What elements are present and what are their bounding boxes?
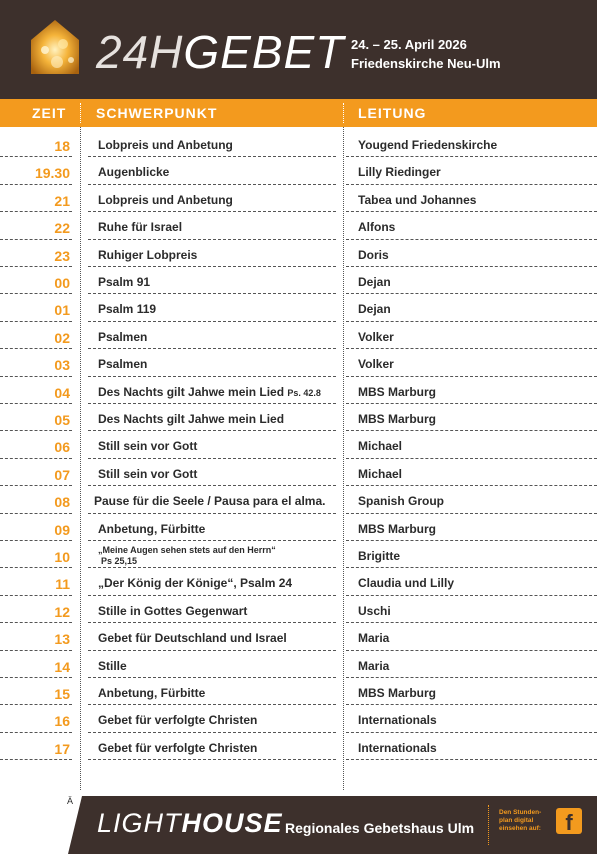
footer-note: Den Stunden- plan digital einsehen auf: xyxy=(499,809,542,832)
row-lead: Maria xyxy=(358,658,390,673)
column-zeit: ZEIT xyxy=(32,105,67,121)
column-leitung: LEITUNG xyxy=(358,105,427,121)
row-time: 02 xyxy=(54,329,70,346)
event-info xyxy=(351,35,501,73)
row-lead: Doris xyxy=(358,247,389,262)
row-lead: Lilly Riedinger xyxy=(358,165,441,180)
table-row xyxy=(0,404,597,431)
row-lead: Dejan xyxy=(358,275,391,289)
table-row xyxy=(0,130,597,157)
row-time: 10 xyxy=(54,549,70,565)
row-topic: Psalm 119 xyxy=(98,302,157,317)
row-lead: MBS Marburg xyxy=(358,412,436,426)
column-schwerpunkt: SCHWERPUNKT xyxy=(96,105,218,121)
row-lead: Claudia und Lilly xyxy=(358,576,455,591)
table-row xyxy=(0,678,597,705)
column-header-bar xyxy=(0,99,597,127)
row-lead: Dejan xyxy=(358,302,391,317)
row-time: 19.30 xyxy=(34,165,70,182)
table-row xyxy=(0,733,597,760)
table-row xyxy=(0,623,597,650)
table-row xyxy=(0,377,597,404)
lighthouse-logo: LIGHTHOUSE xyxy=(97,808,283,838)
row-topic: Lobpreis und Anbetung xyxy=(98,138,233,152)
row-time: 05 xyxy=(54,412,70,428)
row-time: 03 xyxy=(54,357,70,374)
row-divider xyxy=(0,759,72,760)
row-time: 15 xyxy=(54,686,70,702)
row-lead: Tabea und Johannes xyxy=(358,192,477,207)
table-row xyxy=(0,267,597,294)
table-row xyxy=(0,349,597,376)
row-topic: Gebet für verfolgte Christen xyxy=(98,713,258,728)
row-time: 06 xyxy=(54,439,70,456)
row-time: 14 xyxy=(54,658,70,675)
row-lead: Michael xyxy=(358,466,403,481)
footer-divider xyxy=(488,805,489,845)
row-time: 13 xyxy=(54,631,70,648)
table-row xyxy=(0,212,597,239)
row-time: 23 xyxy=(54,247,70,264)
row-lead: Brigitte xyxy=(358,549,400,563)
row-time: 22 xyxy=(54,220,70,237)
row-topic: Augenblicke xyxy=(98,165,170,180)
row-topic: Gebet für verfolgte Christen xyxy=(98,740,258,755)
table-row xyxy=(0,651,597,678)
row-topic: „Meine Augen sehen stets auf den Herrn“ xyxy=(98,545,276,555)
row-topic: Still sein vor Gott xyxy=(98,466,198,481)
table-row xyxy=(0,514,597,541)
row-time: 00 xyxy=(54,275,70,291)
house-logo-icon xyxy=(31,20,79,74)
event-date: 24. – 25. April 2026 xyxy=(351,37,467,52)
row-topic: „Der König der Könige“, Psalm 24 xyxy=(98,576,293,591)
row-topic: Lobpreis und Anbetung xyxy=(98,192,233,207)
row-time: 07 xyxy=(54,466,70,483)
table-row xyxy=(0,486,597,513)
column-separator xyxy=(80,103,81,123)
column-separator xyxy=(343,103,344,123)
row-time: 21 xyxy=(54,192,70,209)
footer-subtitle: Regionales Gebetshaus Ulm xyxy=(285,820,475,836)
row-time: 18 xyxy=(54,138,70,154)
table-row xyxy=(0,294,597,321)
row-topic: Gebet für Deutschland und Israel xyxy=(98,631,287,646)
row-topic: Psalmen xyxy=(98,329,148,344)
table-row xyxy=(0,705,597,732)
table-row xyxy=(0,185,597,212)
row-time: 12 xyxy=(54,603,70,620)
row-lead: Internationals xyxy=(358,740,437,755)
row-lead: Volker xyxy=(358,357,394,372)
row-topic: Stille in Gottes Gegenwart xyxy=(98,603,248,618)
row-lead: Volker xyxy=(358,329,394,344)
row-lead: Internationals xyxy=(358,713,437,728)
row-topic: Psalm 91 xyxy=(98,275,151,289)
row-lead: Yougend Friedenskirche xyxy=(358,138,498,152)
row-topic: Ruhiger Lobpreis xyxy=(98,247,198,262)
footer-mark: Ä xyxy=(67,796,74,806)
table-row xyxy=(0,157,597,184)
row-lead: MBS Marburg xyxy=(358,686,436,700)
row-lead: Michael xyxy=(358,439,403,454)
row-topic: Pause für die Seele / Pausa para el alma. xyxy=(94,494,326,509)
facebook-icon[interactable]: f xyxy=(556,808,582,834)
row-lead: MBS Marburg xyxy=(358,521,436,536)
row-topic: Stille xyxy=(98,658,127,673)
row-time: 16 xyxy=(54,713,70,730)
row-topic: Psalmen xyxy=(98,357,148,372)
row-topic: Des Nachts gilt Jahwe mein Lied xyxy=(98,412,285,426)
row-time: 08 xyxy=(54,494,70,511)
table-row xyxy=(0,541,597,568)
row-divider xyxy=(88,759,336,760)
row-lead: Maria xyxy=(358,631,390,646)
table-row xyxy=(0,431,597,458)
event-venue: Friedenskirche Neu-Ulm xyxy=(351,56,501,71)
row-divider xyxy=(346,759,597,760)
row-time: 11 xyxy=(55,576,70,593)
row-topic: Anbetung, Fürbitte xyxy=(98,521,206,536)
row-time: 09 xyxy=(54,521,70,538)
row-time: 04 xyxy=(54,384,70,401)
row-topic-ref: Ps 25,15 xyxy=(101,556,138,566)
row-lead: Spanish Group xyxy=(358,494,445,509)
table-row xyxy=(0,459,597,486)
row-topic: Ruhe für Israel xyxy=(98,220,183,235)
row-lead: Uschi xyxy=(358,603,391,618)
row-topic: Anbetung, Fürbitte xyxy=(98,686,206,700)
row-time: 17 xyxy=(54,740,70,757)
row-topic: Des Nachts gilt Jahwe mein Lied Ps. 42.8 xyxy=(98,384,321,399)
row-lead: Alfons xyxy=(358,220,396,235)
row-lead: MBS Marburg xyxy=(358,384,436,399)
table-row xyxy=(0,240,597,267)
table-row xyxy=(0,596,597,623)
row-time: 01 xyxy=(54,302,70,319)
table-row xyxy=(0,322,597,349)
row-topic-ref: Ps. 42.8 xyxy=(287,387,321,398)
table-row xyxy=(0,568,597,595)
row-topic: Still sein vor Gott xyxy=(98,439,198,454)
brand-title: 24HGEBET xyxy=(96,26,345,78)
